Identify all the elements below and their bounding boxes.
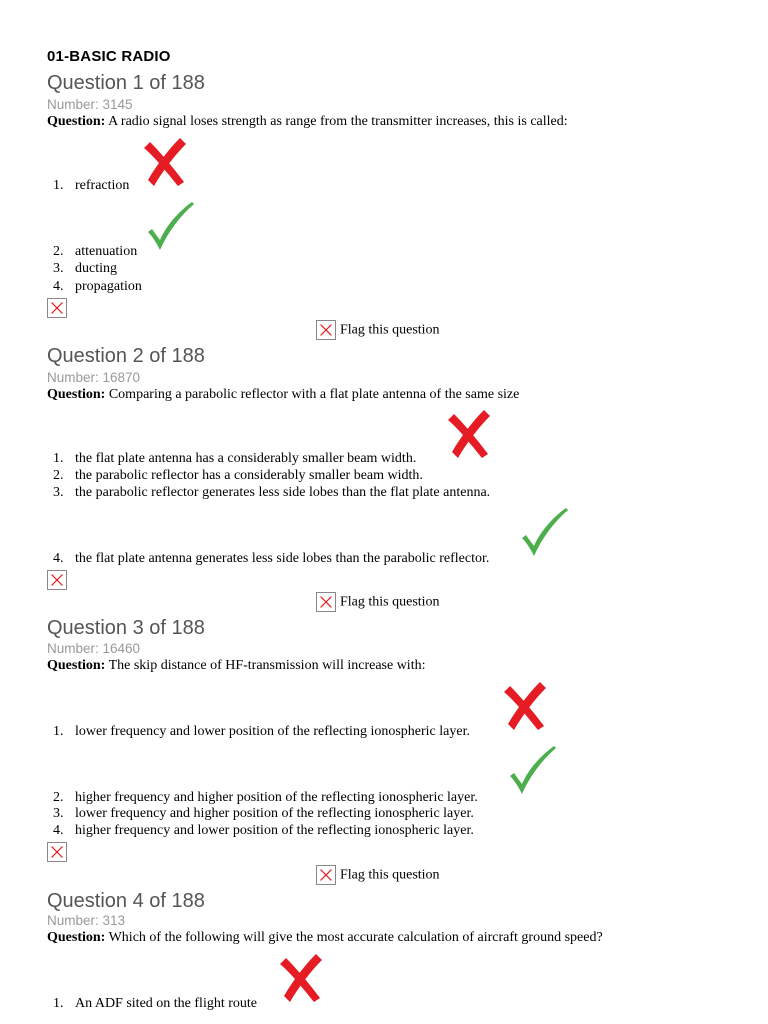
question-heading: Question 4 of 188 <box>47 890 205 912</box>
option-number: 1. <box>53 451 64 466</box>
question-label: Question: <box>47 387 106 402</box>
option-number: 4. <box>53 279 64 294</box>
option-text: lower frequency and higher position of the reflecting ionospheric layer. <box>75 806 474 821</box>
flag-icon <box>316 320 336 340</box>
question-body: The skip distance of HF-transmission will increase with: <box>108 658 426 673</box>
question-text <box>47 114 568 130</box>
question-body: A radio signal loses strength as range from the transmitter increases, this is called: <box>108 114 568 129</box>
answer-option[interactable] <box>53 823 474 839</box>
answer-option[interactable] <box>53 724 470 740</box>
answer-option[interactable] <box>53 790 478 806</box>
option-text: higher frequency and lower position of the reflecting ionospheric layer. <box>75 823 474 838</box>
option-text: ducting <box>75 261 117 276</box>
question-number: Number: 313 <box>47 913 126 928</box>
wrong-cross-icon <box>276 952 324 1004</box>
option-text: the flat plate antenna has a considerably smaller beam width. <box>75 451 417 466</box>
broken-image-icon <box>47 298 67 318</box>
question-text <box>47 387 519 403</box>
question-number: Number: 16870 <box>47 370 141 385</box>
question-body: Which of the following will give the most accurate calculation of aircraft ground speed? <box>108 930 603 945</box>
question-text <box>47 658 425 674</box>
option-number: 1. <box>53 996 64 1011</box>
option-number: 1. <box>53 724 64 739</box>
flag-icon <box>316 592 336 612</box>
section-title: 01-BASIC RADIO <box>47 48 171 65</box>
answer-option[interactable] <box>53 279 142 295</box>
broken-image-icon <box>47 842 67 862</box>
question-label: Question: <box>47 930 106 945</box>
question-body: Comparing a parabolic reflector with a flat plate antenna of the same size <box>108 387 520 402</box>
option-number: 2. <box>53 244 64 259</box>
option-number: 2. <box>53 468 64 483</box>
correct-check-icon <box>508 746 558 798</box>
flag-label: Flag this question <box>340 322 440 338</box>
correct-check-icon <box>146 202 196 254</box>
flag-label: Flag this question <box>340 594 440 610</box>
wrong-cross-icon <box>140 136 188 188</box>
option-number: 2. <box>53 790 64 805</box>
answer-option[interactable] <box>53 468 423 484</box>
option-text: the parabolic reflector generates less side lobes than the flat plate antenna. <box>75 485 491 500</box>
correct-check-icon <box>520 508 570 560</box>
option-text: the parabolic reflector has a considerably smaller beam width. <box>75 468 423 483</box>
flag-question-button[interactable] <box>316 320 440 340</box>
option-number: 1. <box>53 178 64 193</box>
question-number: Number: 3145 <box>47 97 133 112</box>
wrong-cross-icon <box>444 408 492 460</box>
option-text: propagation <box>75 279 142 294</box>
option-text: lower frequency and lower position of the reflecting ionospheric layer. <box>75 724 470 739</box>
answer-option[interactable] <box>53 244 137 260</box>
option-number: 3. <box>53 485 64 500</box>
broken-image-icon <box>47 570 67 590</box>
flag-label: Flag this question <box>340 867 440 883</box>
option-number: 4. <box>53 823 64 838</box>
question-number: Number: 16460 <box>47 641 141 656</box>
wrong-cross-icon <box>500 680 548 732</box>
option-number: 4. <box>53 551 64 566</box>
option-text: attenuation <box>75 244 138 259</box>
flag-question-button[interactable] <box>316 592 440 612</box>
answer-option[interactable] <box>53 551 489 567</box>
flag-icon <box>316 865 336 885</box>
option-text: the flat plate antenna generates less side lobes than the parabolic reflector. <box>75 551 490 566</box>
answer-option[interactable] <box>53 261 117 277</box>
question-heading: Question 3 of 188 <box>47 617 205 639</box>
question-heading: Question 1 of 188 <box>47 72 205 94</box>
flag-question-button[interactable] <box>316 865 440 885</box>
answer-option[interactable] <box>53 451 416 467</box>
question-label: Question: <box>47 658 106 673</box>
answer-option[interactable] <box>53 996 257 1012</box>
answer-option[interactable] <box>53 485 490 501</box>
answer-option[interactable] <box>53 178 129 194</box>
option-text: refraction <box>75 178 130 193</box>
question-text <box>47 930 603 946</box>
option-text: higher frequency and higher position of the reflecting ionospheric layer. <box>75 790 478 805</box>
question-label: Question: <box>47 114 106 129</box>
option-text: An ADF sited on the flight route <box>75 996 257 1011</box>
option-number: 3. <box>53 806 64 821</box>
option-number: 3. <box>53 261 64 276</box>
question-heading: Question 2 of 188 <box>47 345 205 367</box>
answer-option[interactable] <box>53 806 474 822</box>
